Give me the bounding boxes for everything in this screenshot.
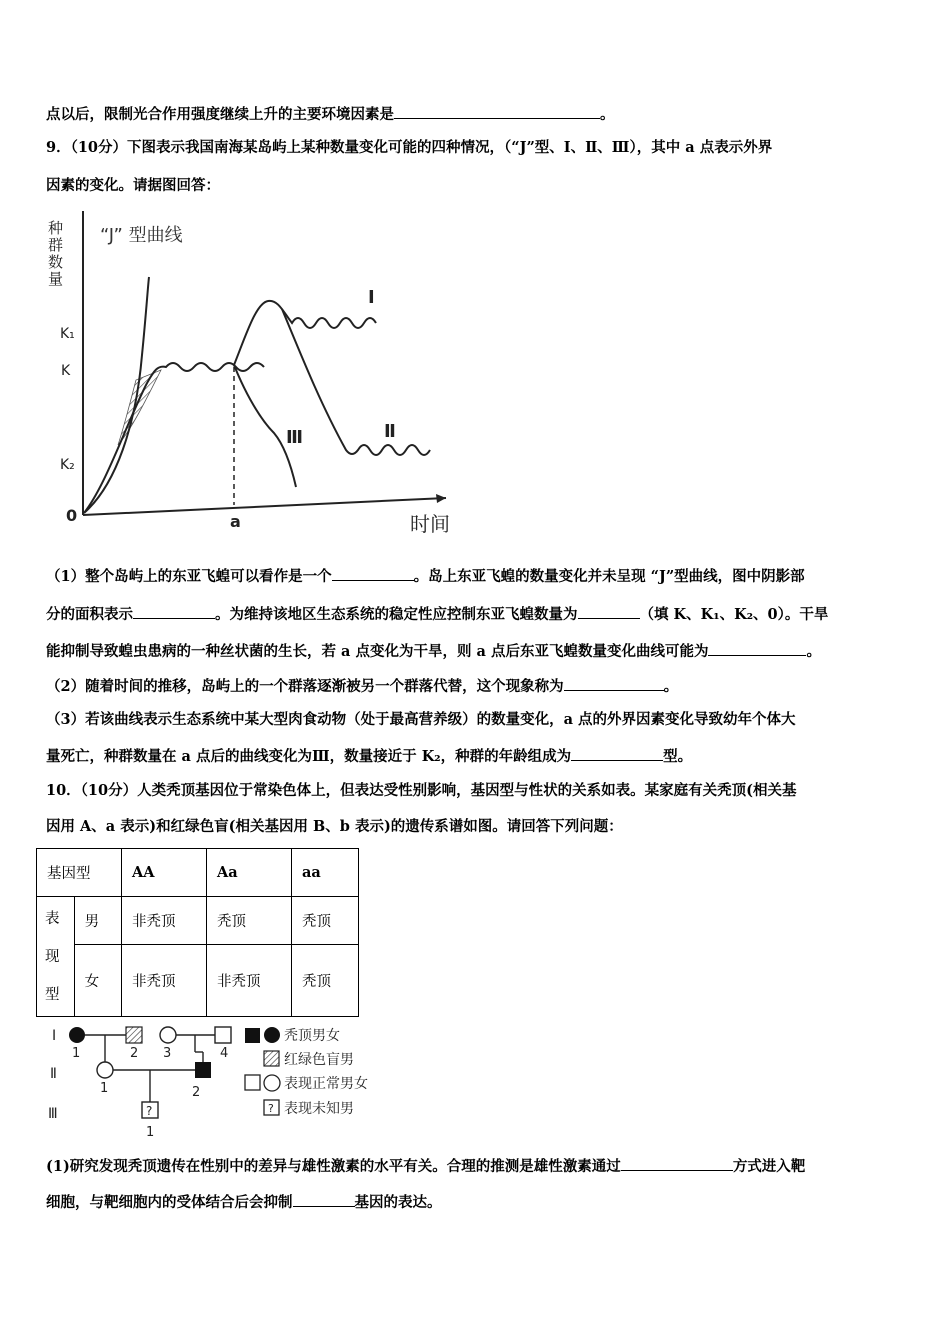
y-tick-k: K	[61, 363, 71, 379]
y-tick-k2: K₂	[60, 457, 75, 473]
j-curve-label: “J” 型曲线	[100, 225, 183, 246]
table-cell-sex: 男	[74, 897, 121, 945]
continuation-text: 点以后，限制光合作用强度继续上升的主要环境因素是	[46, 106, 394, 123]
q9-part2-text: （2）随着时间的推移，岛屿上的一个群落逐渐被另一个群落代替，这个现象称为	[46, 678, 564, 695]
table-cell: 秃顶	[292, 945, 359, 1017]
gen1-individual-2-colorblind-male	[126, 1027, 142, 1043]
table-cell: 非秃顶	[122, 897, 207, 945]
table-header-row	[37, 849, 359, 897]
answer-blank[interactable]	[332, 566, 414, 581]
gen2-number: 2	[192, 1085, 201, 1100]
answer-blank[interactable]	[564, 676, 664, 691]
legend-bald-female-symbol	[264, 1027, 280, 1043]
table-row	[37, 897, 359, 945]
q10-part1-text1b: 方式进入靶	[732, 1158, 806, 1175]
pedigree-chart	[40, 1018, 390, 1142]
table-header-cell: AA	[122, 849, 207, 897]
table-cell-sex: 女	[74, 945, 121, 1017]
legend-normal-female-symbol	[264, 1075, 280, 1091]
legend-label: 秃顶男女	[284, 1028, 340, 1044]
q9-part3-text2: 量死亡，种群数量在 a 点后的曲线变化为Ⅲ，数量接近于 K₂，种群的年龄组成为	[46, 748, 572, 765]
generation-label: Ⅱ	[50, 1066, 57, 1082]
q9-part1-text2: 分的面积表示	[46, 606, 133, 623]
gen1-individual-1-bald-female	[69, 1027, 85, 1043]
answer-blank[interactable]	[394, 104, 600, 119]
table-row	[37, 945, 359, 1017]
answer-blank[interactable]	[708, 641, 806, 656]
q9-part1-text2b: 。为维持该地区生态系统的稳定性应控制东亚飞蝗数量为	[215, 606, 578, 623]
q10-part1-line1	[46, 1156, 805, 1177]
q9-stem-line1: 9．（10分）下图表示我国南海某岛屿上某种数量变化可能的四种情况，（“J”型、Ⅰ、Ⅱ、Ⅲ），其中 a 点表示外界	[46, 139, 773, 156]
gen1-individual-3-normal-female	[160, 1027, 176, 1043]
answer-blank[interactable]	[293, 1192, 355, 1207]
generation-label: Ⅰ	[52, 1028, 57, 1044]
q9-part1-text2c: （填 K、K₁、K₂、0）。干旱	[639, 606, 829, 623]
q9-part3-line1: （3）若该曲线表示生态系统中某大型肉食动物（处于最高营养级）的数量变化，a 点的外界因素变化导致幼年个体大	[46, 711, 796, 728]
table-cell: 非秃顶	[207, 945, 292, 1017]
gen1-individual-4-normal-male	[215, 1027, 231, 1043]
population-curve-figure	[46, 205, 466, 540]
curve-III	[234, 365, 296, 487]
q9-part2-textb: 。	[663, 678, 679, 695]
table-header-cell: 基因型	[37, 849, 122, 897]
gen1-number: 2	[130, 1046, 139, 1061]
table-cell: 秃顶	[292, 897, 359, 945]
legend-label: 表现正常男女	[284, 1076, 368, 1092]
gen2-individual-2-bald-male	[195, 1062, 211, 1078]
y-tick-k1: K₁	[60, 326, 75, 342]
legend-label: 红绿色盲男	[284, 1052, 354, 1068]
q9-part1-line1	[46, 566, 805, 587]
gen2-individual-1-normal-female	[97, 1062, 113, 1078]
gen2-number: 1	[100, 1081, 109, 1096]
curve-III-label: Ⅲ	[286, 427, 304, 448]
q9-part1-text1: （1）整个岛屿上的东亚飞蝗可以看作是一个	[46, 568, 332, 585]
q9-part3-text2b: 型。	[663, 748, 693, 765]
q9-part3-line2	[46, 746, 692, 767]
legend-label: 表现未知男	[284, 1101, 354, 1117]
point-a-label: a	[230, 512, 241, 531]
curve-I	[234, 301, 376, 365]
legend-normal-male-symbol	[245, 1075, 260, 1090]
q10-stem-line1: 10．（10分）人类秃顶基因位于常染色体上，但表达受性别影响，基因型与性状的关系如表。某家庭有关秃顶(相关基	[46, 782, 797, 799]
gen3-number: 1	[146, 1125, 155, 1140]
q10-part1-text2b: 基因的表达。	[354, 1194, 442, 1211]
x-axis-arrow	[436, 494, 446, 503]
legend-unknown-mark: ?	[268, 1102, 274, 1115]
origin-label: 0	[66, 506, 78, 525]
answer-blank[interactable]	[571, 746, 663, 761]
q10-stem-line2: 因用 A、a 表示)和红绿色盲(相关基因用 B、b 表示)的遗传系谱如图。请回答下列问题：	[46, 818, 623, 835]
q9-part2-line	[46, 676, 678, 697]
row-group-label	[37, 897, 75, 1017]
table-cell: 非秃顶	[122, 945, 207, 1017]
answer-blank[interactable]	[133, 604, 215, 619]
answer-blank[interactable]	[621, 1156, 733, 1171]
x-axis	[83, 498, 446, 515]
answer-blank[interactable]	[578, 604, 640, 619]
q9-part1-text1b: 。岛上东亚飞蝗的数量变化并未呈现 “J”型曲线，图中阴影部	[413, 568, 805, 585]
q10-part1-text1: (1)研究发现秃顶遗传在性别中的差异与雄性激素的水平有关。合理的推测是雄性激素通过	[46, 1158, 621, 1175]
table-cell: 秃顶	[207, 897, 292, 945]
gen1-number: 1	[72, 1046, 81, 1061]
curve-II	[282, 309, 430, 455]
table-header-cell: Aa	[207, 849, 292, 897]
curve-II-label: Ⅱ	[384, 421, 396, 442]
legend-bald-male-symbol	[245, 1028, 260, 1043]
unknown-mark: ?	[146, 1104, 153, 1118]
q9-part1-text3: 能抑制导致蝗虫患病的一种丝状菌的生长，若 a 点变化为干旱，则 a 点后东亚飞蝗数量变化曲线可能为	[46, 643, 709, 660]
q10-part1-line2	[46, 1192, 442, 1213]
table-header-cell: aa	[292, 849, 359, 897]
gen1-number: 3	[163, 1046, 172, 1061]
genotype-phenotype-table	[36, 848, 359, 1017]
q10-part1-text2: 细胞，与靶细胞内的受体结合后会抑制	[46, 1194, 293, 1211]
q9-part1-text3b: 。	[806, 643, 821, 660]
s-curve	[84, 363, 264, 513]
generation-label: Ⅲ	[48, 1106, 58, 1122]
y-axis-label: 种群数量	[46, 220, 64, 288]
q9-part1-line2	[46, 604, 828, 625]
q9-stem-line2: 因素的变化。请据图回答：	[46, 177, 220, 194]
row-group-text: 表现型	[45, 910, 60, 1003]
continuation-line: 点以后，限制光合作用强度继续上升的主要环境因素是 。	[46, 106, 615, 123]
q9-part1-line3	[46, 641, 821, 662]
curve-I-label: Ⅰ	[368, 287, 375, 308]
x-axis-label: 时间	[410, 512, 450, 536]
legend-colorblind-male-symbol	[264, 1051, 279, 1066]
gen1-number: 4	[220, 1046, 229, 1061]
